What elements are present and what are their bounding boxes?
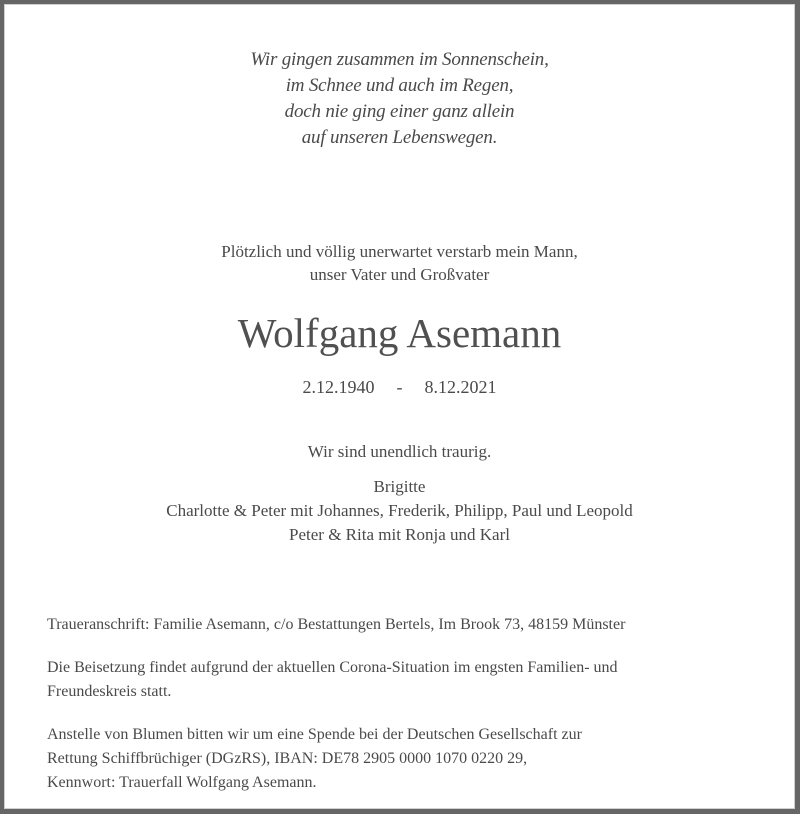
poem-line: im Schnee und auch im Regen, xyxy=(285,75,514,96)
intro-line: unser Vater und Großvater xyxy=(309,265,490,284)
birth-date: 2.12.1940 xyxy=(302,377,375,397)
donation-line: Anstelle von Blumen bitten wir um eine Spende bei der Deutschen Gesellschaft zur xyxy=(47,726,582,743)
poem-line: doch nie ging einer ganz allein xyxy=(284,101,515,122)
family-line: Brigitte xyxy=(373,477,426,496)
mourning-address: Traueranschrift: Familie Asemann, c/o Bestattungen Bertels, Im Brook 73, 48159 Münster xyxy=(47,616,626,633)
date-separator: - xyxy=(396,377,403,397)
burial-line: Freundeskreis statt. xyxy=(47,683,172,700)
burial-line: Die Beisetzung findet aufgrund der aktuellen Corona-Situation im engsten Familien- und xyxy=(47,659,618,676)
intro-line: Plötzlich und völlig unerwartet verstarb mein Mann, xyxy=(221,242,578,261)
death-date: 8.12.2021 xyxy=(424,377,497,397)
poem-line: auf unseren Lebenswegen. xyxy=(301,127,498,148)
poem xyxy=(4,47,795,151)
family-line: Peter & Rita mit Ronja und Karl xyxy=(289,525,510,544)
mourning-statement: Wir sind unendlich traurig. xyxy=(307,442,492,461)
life-dates xyxy=(4,375,795,399)
poem-line: Wir gingen zusammen im Sonnenschein, xyxy=(250,49,549,70)
donation-line: Rettung Schiffbrüchiger (DGzRS), IBAN: DE78 2905 0000 1070 0220 29, xyxy=(47,750,528,767)
death-announcement-intro xyxy=(4,240,795,286)
deceased-name: Wolfgang Asemann xyxy=(237,310,562,356)
family-line: Charlotte & Peter mit Johannes, Frederik, Philipp, Paul und Leopold xyxy=(166,501,633,520)
donation-line: Kennwort: Trauerfall Wolfgang Asemann. xyxy=(47,774,317,791)
burial-notice xyxy=(47,656,765,704)
family-signatures xyxy=(4,475,795,547)
donation-notice xyxy=(47,723,765,795)
